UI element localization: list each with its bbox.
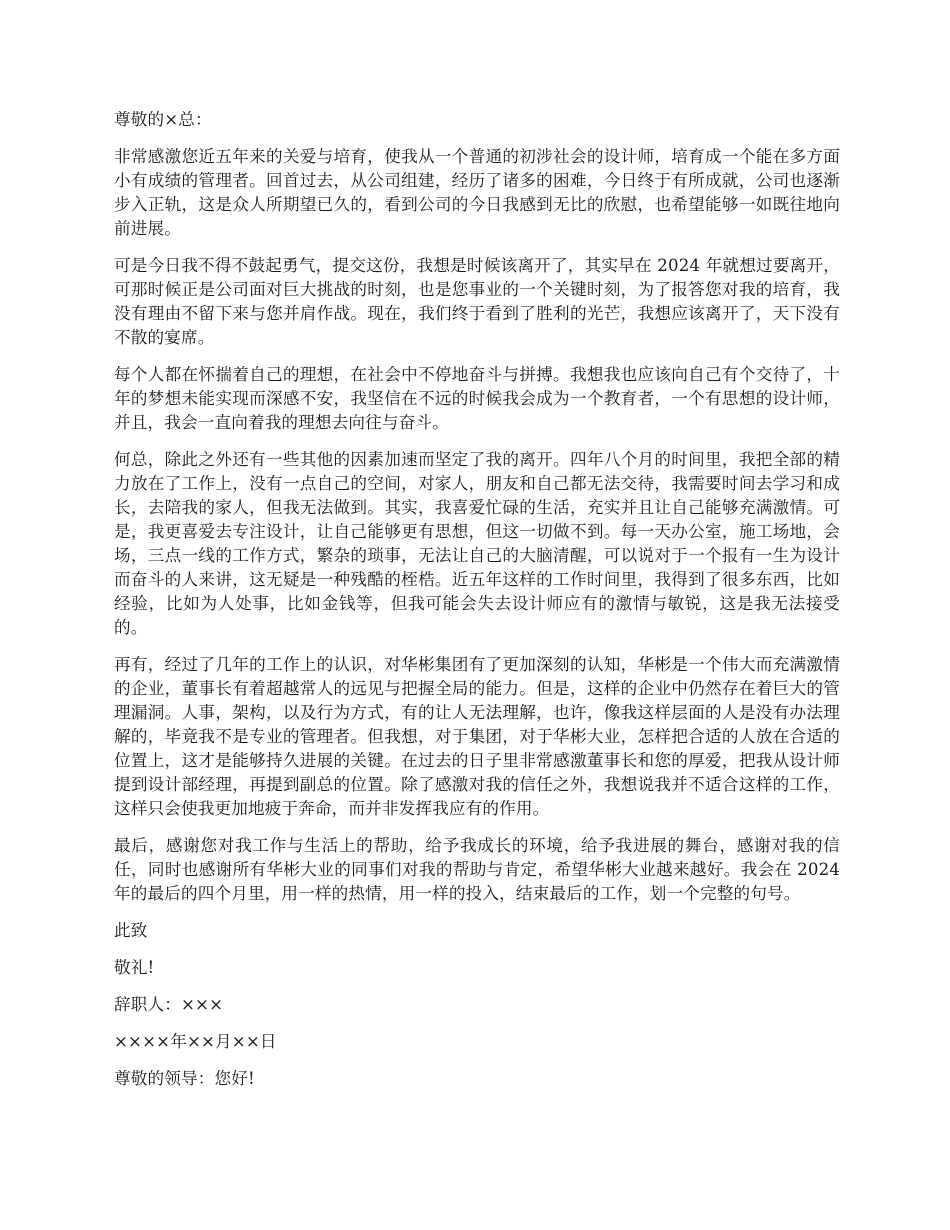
date-line: ××××年××月××日 (114, 1032, 277, 1051)
paragraph: 可是今日我不得不鼓起勇气，提交这份，我想是时候该离开了，其实早在 2024 年就想过要离开，可那时候正是公司面对巨大挑战的时刻，也是您事业的一个关键时刻，为了报答您对我的培育，我没有理由不留下来与您并肩作战。现在，我们终于看到了胜利的光芒，我想应该离开了，天下没有不散的宴席。 (114, 256, 840, 347)
next-letter-salutation: 尊敬的领导：您好! (114, 1069, 255, 1088)
closing-line: 此致 (114, 921, 148, 940)
closing-regards: 敬礼! (114, 958, 155, 977)
signature: 辞职人：××× (114, 995, 224, 1014)
paragraph: 再有，经过了几年的工作上的认识，对华彬集团有了更加深刻的认知，华彬是一个伟大而充满激情的企业，董事长有着超越常人的远见与把握全局的能力。但是，这样的企业中仍然存在着巨大的管理漏洞。人事，架构，以及行为方式，有的让人无法理解，也许，像我这样层面的人是没有办法理解的，毕竟我不是专业的管理者。但我想，对于集团，对于华彬大业，怎样把合适的人放在合适的位置上，这才是能够持久进展的关键。在过去的日子里非常感激董事长和您的厚爱，把我从设计师提到设计部经理，再提到副总的位置。除了感激对我的信任之外，我想说我并不适合这样的工作，这样只会使我更加地疲于奔命，而并非发挥我应有的作用。 (114, 655, 840, 818)
paragraph: 非常感激您近五年来的关爱与培育，使我从一个普通的初涉社会的设计师，培育成一个能在多方面小有成绩的管理者。回首过去，从公司组建，经历了诸多的困难，今日终于有所成就，公司也逐渐步入正轨，这是众人所期望已久的，看到公司的今日我感到无比的欣慰，也希望能够一如既往地向前进展。 (114, 147, 840, 238)
paragraph: 每个人都在怀揣着自己的理想，在社会中不停地奋斗与拼搏。我想我也应该向自己有个交待了，十年的梦想未能实现而深感不安，我坚信在不远的时候我会成为一个教育者，一个有思想的设计师，并且，我会一直向着我的理想去向往与奋斗。 (114, 365, 840, 432)
letter-body (114, 108, 840, 1104)
paragraph: 最后，感谢您对我工作与生活上的帮助，给予我成长的环境，给予我进展的舞台，感谢对我的信任，同时也感谢所有华彬大业的同事们对我的帮助与肯定，希望华彬大业越来越好。我会在 2024 年的最后的四个月里，用一样的热情，用一样的投入，结束最后的工作，划一个完整的句号。 (114, 836, 840, 903)
salutation: 尊敬的×总： (114, 110, 212, 129)
paragraph: 何总，除此之外还有一些其他的因素加速而坚定了我的离开。四年八个月的时间里，我把全部的精力放在了工作上，没有一点自己的空间，对家人，朋友和自己都无法交待，我需要时间去学习和成长，去陪我的家人，但我无法做到。其实，我喜爱忙碌的生活，充实并且让自己能够充满激情。可是，我更喜爱去专注设计，让自己能够更有思想，但这一切做不到。每一天办公室，施工场地，会场，三点一线的工作方式，繁杂的琐事，无法让自己的大脑清醒，可以说对于一个报有一生为设计而奋斗的人来讲，这无疑是一种残酷的桎梏。近五年这样的工作时间里，我得到了很多东西，比如经验，比如为人处事，比如金钱等，但我可能会失去设计师应有的激情与敏锐，这是我无法接受的。 (114, 450, 840, 637)
